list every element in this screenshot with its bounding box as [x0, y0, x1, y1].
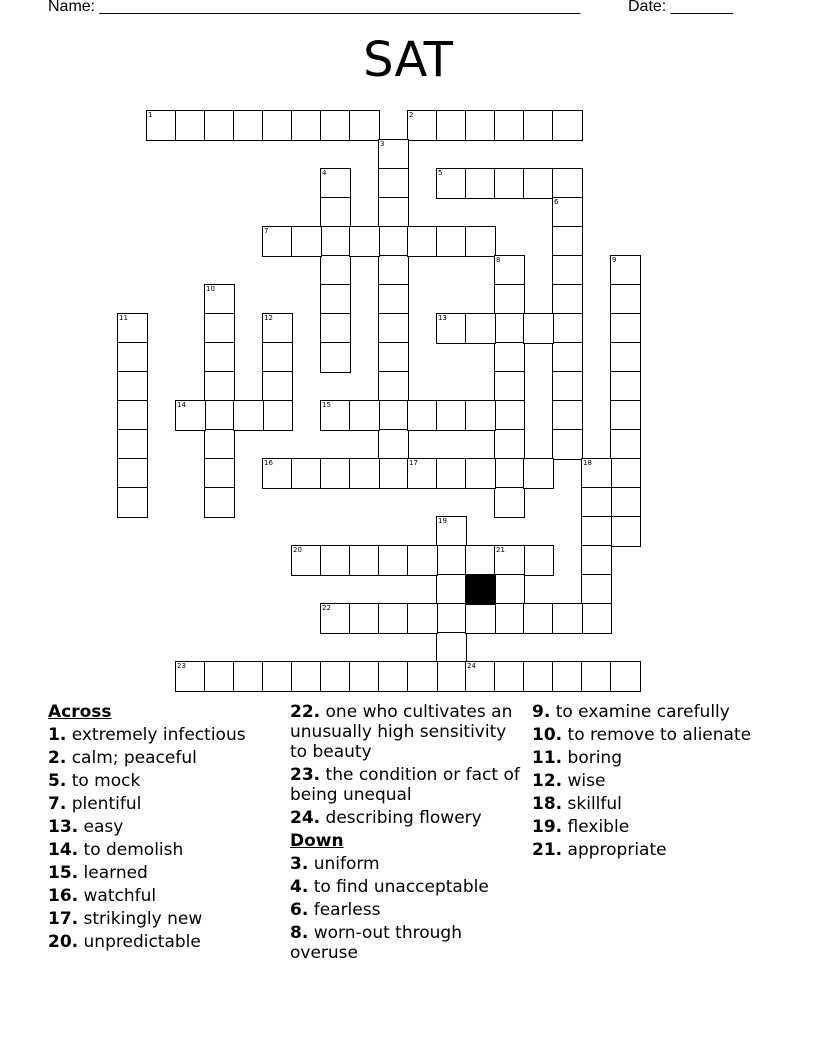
clue-across-22: 22. one who cultivates an unusually high sensitivity to beauty [290, 702, 513, 762]
grid-cell[interactable] [320, 168, 351, 199]
grid-cell[interactable] [436, 458, 467, 489]
grid-cell[interactable] [204, 371, 235, 402]
grid-cell[interactable] [436, 400, 467, 431]
grid-cell[interactable] [523, 110, 554, 141]
clue-down-12: 12. wise [532, 771, 606, 791]
grid-cell[interactable] [552, 255, 583, 286]
grid-cell[interactable] [436, 226, 467, 257]
black-cell [465, 574, 496, 605]
grid-cell[interactable] [581, 661, 612, 692]
grid-cell[interactable] [320, 458, 351, 489]
grid-cell[interactable] [262, 313, 293, 344]
grid-cell[interactable] [349, 545, 380, 576]
date-field[interactable]: Date: _______ [628, 0, 733, 15]
grid-cell[interactable] [494, 110, 525, 141]
grid-cell[interactable] [610, 487, 641, 518]
grid-cell[interactable] [581, 545, 612, 576]
grid-cell[interactable] [349, 661, 380, 692]
grid-cell[interactable] [407, 400, 438, 431]
grid-cell[interactable] [581, 603, 612, 634]
grid-cell[interactable] [465, 400, 496, 431]
grid-cell[interactable] [320, 313, 351, 344]
grid-cell[interactable] [610, 342, 641, 373]
grid-cell[interactable] [262, 458, 293, 489]
grid-cell[interactable] [552, 313, 583, 344]
grid-cell[interactable] [407, 110, 438, 141]
grid-cell[interactable] [610, 284, 641, 315]
grid-cell[interactable] [117, 458, 148, 489]
grid-cell[interactable] [494, 313, 525, 344]
grid-cell[interactable] [204, 110, 235, 141]
grid-cell[interactable] [291, 458, 322, 489]
clue-number: 16 [264, 459, 273, 467]
grid-cell[interactable] [262, 226, 293, 257]
grid-cell[interactable] [407, 226, 438, 257]
clue-number: 17 [409, 459, 418, 467]
grid-cell[interactable] [378, 371, 409, 402]
clue-down-6: 6. fearless [290, 900, 381, 920]
clue-number: 14 [177, 401, 186, 409]
grid-cell[interactable] [378, 458, 409, 489]
grid-cell[interactable] [378, 168, 409, 199]
clue-across-20: 20. unpredictable [48, 932, 201, 952]
clue-across-5: 5. to mock [48, 771, 141, 791]
grid-cell[interactable] [378, 284, 409, 315]
grid-cell[interactable] [610, 313, 641, 344]
grid-cell[interactable] [349, 458, 380, 489]
grid-cell[interactable] [552, 400, 583, 431]
grid-cell[interactable] [610, 516, 641, 547]
clue-number: 12 [264, 314, 273, 322]
grid-cell[interactable] [378, 400, 409, 431]
clue-across-13: 13. easy [48, 817, 124, 837]
grid-cell[interactable] [494, 400, 525, 431]
clue-across-14: 14. to demolish [48, 840, 184, 860]
grid-cell[interactable] [320, 197, 351, 228]
grid-cell[interactable] [465, 110, 496, 141]
grid-cell[interactable] [523, 661, 554, 692]
grid-cell[interactable] [378, 226, 409, 257]
clue-number: 20 [293, 546, 302, 554]
grid-cell[interactable] [204, 429, 235, 460]
clue-down-8: 8. worn-out through overuse [290, 923, 462, 963]
grid-cell[interactable] [407, 458, 438, 489]
grid-cell[interactable] [436, 110, 467, 141]
grid-cell[interactable] [204, 661, 235, 692]
across-heading: Across [48, 702, 112, 722]
clue-across-16: 16. watchful [48, 886, 157, 906]
grid-cell[interactable] [610, 255, 641, 286]
grid-cell[interactable] [494, 574, 525, 605]
grid-cell[interactable] [552, 661, 583, 692]
grid-cell[interactable] [233, 400, 264, 431]
clue-down-18: 18. skillful [532, 794, 622, 814]
grid-cell[interactable] [117, 429, 148, 460]
clue-number: 1 [148, 111, 153, 119]
clue-number: 5 [438, 169, 443, 177]
grid-cell[interactable] [262, 661, 293, 692]
grid-cell[interactable] [494, 371, 525, 402]
clue-number: 22 [322, 604, 331, 612]
clue-down-11: 11. boring [532, 748, 623, 768]
clue-number: 6 [554, 198, 559, 206]
grid-cell[interactable] [262, 400, 293, 431]
grid-cell[interactable] [610, 458, 641, 489]
clue-number: 18 [583, 459, 592, 467]
grid-cell[interactable] [465, 545, 496, 576]
grid-cell[interactable] [378, 197, 409, 228]
grid-cell[interactable] [320, 400, 351, 431]
grid-cell[interactable] [436, 661, 467, 692]
grid-cell[interactable] [233, 661, 264, 692]
clue-number: 7 [264, 227, 269, 235]
grid-cell[interactable] [523, 545, 554, 576]
clue-down-19: 19. flexible [532, 817, 630, 837]
clue-number: 3 [380, 140, 385, 148]
grid-cell[interactable] [175, 400, 206, 431]
grid-cell[interactable] [204, 313, 235, 344]
grid-cell[interactable] [465, 458, 496, 489]
grid-cell[interactable] [610, 400, 641, 431]
grid-cell[interactable] [349, 226, 380, 257]
grid-cell[interactable] [320, 226, 351, 257]
grid-cell[interactable] [204, 284, 235, 315]
clue-down-9: 9. to examine carefully [532, 702, 730, 722]
grid-cell[interactable] [262, 371, 293, 402]
grid-cell[interactable] [494, 603, 525, 634]
clue-down-21: 21. appropriate [532, 840, 667, 860]
grid-cell[interactable] [378, 139, 409, 170]
grid-cell[interactable] [117, 400, 148, 431]
grid-cell[interactable] [494, 168, 525, 199]
grid-cell[interactable] [436, 632, 467, 663]
clue-down-4: 4. to find unacceptable [290, 877, 489, 897]
grid-cell[interactable] [436, 516, 467, 547]
grid-cell[interactable] [378, 603, 409, 634]
clue-number: 11 [119, 314, 128, 322]
grid-cell[interactable] [494, 284, 525, 315]
clue-across-15: 15. learned [48, 863, 148, 883]
grid-cell[interactable] [494, 255, 525, 286]
grid-cell[interactable] [175, 110, 206, 141]
grid-cell[interactable] [320, 255, 351, 286]
grid-cell[interactable] [204, 400, 235, 431]
clue-across-23: 23. the condition or fact of being unequal [290, 765, 520, 805]
grid-cell[interactable] [378, 342, 409, 373]
grid-cell[interactable] [117, 371, 148, 402]
grid-cell[interactable] [320, 342, 351, 373]
grid-cell[interactable] [378, 429, 409, 460]
grid-cell[interactable] [117, 487, 148, 518]
clue-number: 15 [322, 401, 331, 409]
grid-cell[interactable] [494, 429, 525, 460]
clue-column-3 [532, 702, 764, 863]
clue-across-7: 7. plentiful [48, 794, 142, 814]
grid-cell[interactable] [552, 342, 583, 373]
grid-cell[interactable] [494, 458, 525, 489]
grid-cell[interactable] [494, 545, 525, 576]
grid-cell[interactable] [320, 603, 351, 634]
grid-cell[interactable] [552, 226, 583, 257]
grid-cell[interactable] [378, 545, 409, 576]
clue-number: 4 [322, 169, 327, 177]
grid-cell[interactable] [349, 400, 380, 431]
grid-cell[interactable] [320, 545, 351, 576]
grid-cell[interactable] [436, 545, 467, 576]
grid-cell[interactable] [494, 342, 525, 373]
grid-cell[interactable] [552, 110, 583, 141]
grid-cell[interactable] [349, 603, 380, 634]
grid-cell[interactable] [552, 168, 583, 199]
grid-cell[interactable] [146, 110, 177, 141]
grid-cell[interactable] [320, 661, 351, 692]
clue-column-1 [48, 702, 280, 955]
grid-cell[interactable] [349, 110, 380, 141]
grid-cell[interactable] [291, 226, 322, 257]
grid-cell[interactable] [378, 661, 409, 692]
grid-cell[interactable] [465, 661, 496, 692]
grid-cell[interactable] [581, 458, 612, 489]
grid-cell[interactable] [407, 661, 438, 692]
page-title: SAT [363, 32, 453, 88]
clue-number: 8 [496, 256, 501, 264]
grid-cell[interactable] [552, 429, 583, 460]
clue-down-10: 10. to remove to alienate [532, 725, 752, 745]
grid-cell[interactable] [291, 110, 322, 141]
clue-across-17: 17. strikingly new [48, 909, 203, 929]
grid-cell[interactable] [610, 429, 641, 460]
grid-cell[interactable] [436, 603, 467, 634]
grid-cell[interactable] [204, 487, 235, 518]
clue-number: 19 [438, 517, 447, 525]
grid-cell[interactable] [523, 168, 554, 199]
grid-cell[interactable] [494, 487, 525, 518]
grid-cell[interactable] [436, 574, 467, 605]
grid-cell[interactable] [581, 487, 612, 518]
grid-cell[interactable] [407, 545, 438, 576]
grid-cell[interactable] [320, 110, 351, 141]
grid-cell[interactable] [117, 342, 148, 373]
grid-cell[interactable] [262, 110, 293, 141]
grid-cell[interactable] [378, 255, 409, 286]
clue-number: 9 [612, 256, 617, 264]
grid-cell[interactable] [465, 313, 496, 344]
grid-cell[interactable] [552, 284, 583, 315]
clue-number: 24 [467, 662, 476, 670]
grid-cell[interactable] [581, 516, 612, 547]
grid-cell[interactable] [204, 342, 235, 373]
grid-cell[interactable] [552, 371, 583, 402]
grid-cell[interactable] [175, 661, 206, 692]
clue-number: 23 [177, 662, 186, 670]
clue-across-2: 2. calm; peaceful [48, 748, 197, 768]
grid-cell[interactable] [610, 661, 641, 692]
grid-cell[interactable] [262, 342, 293, 373]
clue-number: 2 [409, 111, 414, 119]
grid-cell[interactable] [523, 458, 554, 489]
grid-cell[interactable] [407, 603, 438, 634]
grid-cell[interactable] [552, 603, 583, 634]
grid-cell[interactable] [465, 168, 496, 199]
grid-cell[interactable] [465, 226, 496, 257]
clue-across-24: 24. describing flowery [290, 808, 482, 828]
clue-number: 21 [496, 546, 505, 554]
clue-down-3: 3. uniform [290, 854, 380, 874]
grid-cell[interactable] [378, 313, 409, 344]
grid-cell[interactable] [494, 661, 525, 692]
clue-across-1: 1. extremely infectious [48, 725, 246, 745]
name-field[interactable]: Name: ______________________________________________________ [48, 0, 581, 15]
grid-cell[interactable] [523, 603, 554, 634]
grid-cell[interactable] [581, 574, 612, 605]
grid-cell[interactable] [117, 313, 148, 344]
clue-number: 13 [438, 314, 447, 322]
grid-cell[interactable] [552, 197, 583, 228]
down-heading: Down [290, 831, 344, 851]
grid-cell[interactable] [436, 313, 467, 344]
grid-cell[interactable] [204, 458, 235, 489]
grid-cell[interactable] [320, 284, 351, 315]
grid-cell[interactable] [233, 110, 264, 141]
grid-cell[interactable] [436, 168, 467, 199]
grid-cell[interactable] [291, 661, 322, 692]
grid-cell[interactable] [291, 545, 322, 576]
clue-column-2 [290, 702, 522, 966]
grid-cell[interactable] [523, 313, 554, 344]
clue-number: 10 [206, 285, 215, 293]
grid-cell[interactable] [610, 371, 641, 402]
grid-cell[interactable] [465, 603, 496, 634]
